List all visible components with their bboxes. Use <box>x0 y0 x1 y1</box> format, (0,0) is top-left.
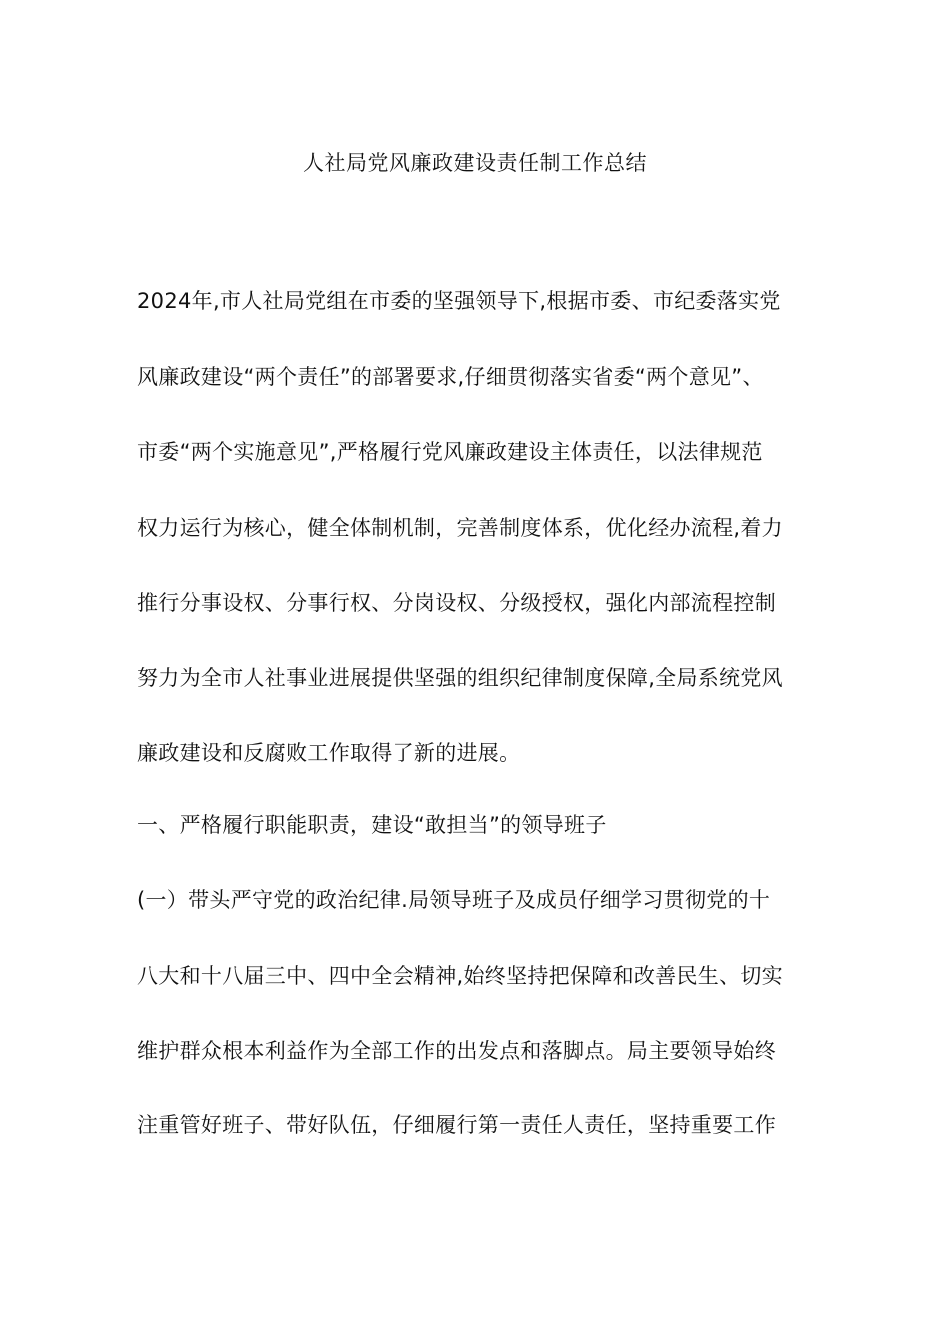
body-line-8: (一）带头严守党的政治纪律.局领导班子及成员仔细学习贯彻党的十 <box>137 888 771 912</box>
body-line-9: 八大和十八届三中、四中全会精神,始终坚持把保障和改善民生、切实 <box>137 964 783 988</box>
body-line-2: 风廉政建设“两个责任”的部署要求,仔细贯彻落实省委“两个意见”、 <box>137 365 764 389</box>
body-line-4: 权力运行为核心，健全体制机制，完善制度体系，优化经办流程,着力 <box>137 516 783 540</box>
section-heading-1: 一、严格履行职能职责，建设“敢担当”的领导班子 <box>137 813 607 837</box>
body-line-10: 维护群众根本利益作为全部工作的出发点和落脚点。局主要领导始终 <box>137 1039 776 1063</box>
body-line-7: 廉政建设和反腐败工作取得了新的进展。 <box>137 741 521 765</box>
body-line-5: 推行分事设权、分事行权、分岗设权、分级授权，强化内部流程控制 <box>137 591 776 615</box>
body-line-11: 注重管好班子、带好队伍，仔细履行第一责任人责任，坚持重要工作 <box>137 1113 776 1137</box>
body-line-1: 2024年,市人社局党组在市委的坚强领导下,根据市委、市纪委落实党 <box>137 289 781 313</box>
document-title: 人社局党风廉政建设责任制工作总结 <box>303 151 647 175</box>
body-line-3: 市委“两个实施意见”,严格履行党风廉政建设主体责任，以法律规范 <box>137 440 763 464</box>
body-line-6: 努力为全市人社事业进展提供坚强的组织纪律制度保障,全局系统党风 <box>137 666 783 690</box>
